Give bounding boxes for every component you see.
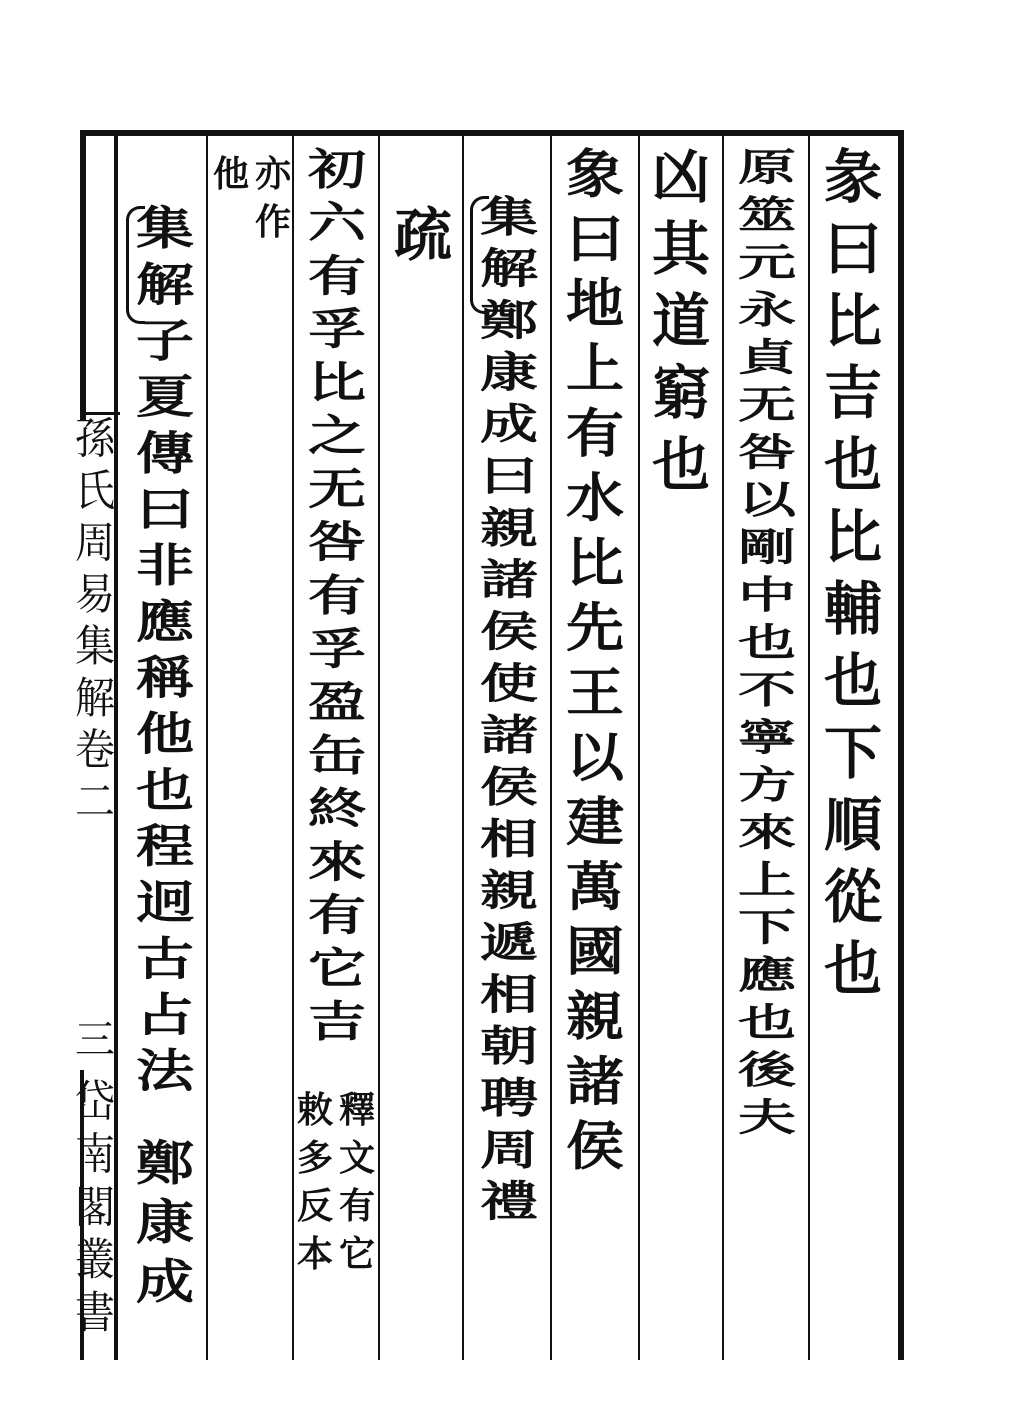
character: 集 bbox=[75, 622, 115, 672]
character: 也 bbox=[823, 647, 882, 715]
character: 南 bbox=[75, 1129, 115, 1181]
character: 解 bbox=[135, 258, 194, 312]
character: 子 bbox=[135, 314, 194, 368]
character: 他 bbox=[212, 153, 249, 195]
character: 曰 bbox=[823, 215, 882, 283]
character: 應 bbox=[737, 952, 796, 998]
character: 遞 bbox=[479, 918, 538, 968]
character: 盈 bbox=[307, 677, 366, 728]
character: 吉 bbox=[823, 359, 882, 427]
character: 比 bbox=[565, 532, 624, 594]
character: 侯 bbox=[565, 1115, 624, 1177]
character: 比 bbox=[307, 357, 366, 408]
character: 比 bbox=[823, 287, 882, 355]
character: 占 bbox=[135, 988, 194, 1042]
character: 无 bbox=[737, 382, 796, 428]
character: 咎 bbox=[737, 429, 796, 475]
character: 无 bbox=[307, 463, 366, 515]
text-column-7-note-b bbox=[296, 1089, 334, 1284]
character: 程 bbox=[135, 819, 194, 873]
character: 疏 bbox=[393, 201, 452, 269]
margin-title bbox=[74, 414, 116, 833]
character: 也 bbox=[737, 1000, 796, 1045]
character: 寧 bbox=[737, 714, 796, 760]
character: 他 bbox=[135, 707, 194, 761]
character: 之 bbox=[307, 410, 366, 462]
character: 有 bbox=[307, 250, 366, 302]
character: 六 bbox=[307, 197, 366, 248]
text-column-7 bbox=[304, 144, 370, 1054]
character: 永 bbox=[737, 287, 796, 333]
character: 古 bbox=[135, 932, 194, 986]
text-column-4 bbox=[562, 143, 628, 1185]
frame-right-border bbox=[898, 130, 904, 1360]
character: 閣 bbox=[75, 1182, 115, 1233]
character: 建 bbox=[565, 791, 624, 853]
character: 以 bbox=[737, 477, 796, 523]
character: 王 bbox=[565, 661, 624, 724]
character: 中 bbox=[737, 572, 796, 618]
character: 禮 bbox=[479, 1177, 538, 1227]
text-column-5 bbox=[476, 192, 542, 1233]
character: 貞 bbox=[737, 334, 796, 380]
character: 應 bbox=[135, 595, 194, 649]
character: 文 bbox=[338, 1137, 375, 1179]
character: 書 bbox=[75, 1287, 115, 1339]
character: 有 bbox=[565, 402, 624, 464]
column-divider bbox=[638, 136, 640, 1360]
character: 相 bbox=[479, 970, 538, 1019]
character: 元 bbox=[737, 239, 796, 285]
column-divider bbox=[808, 136, 810, 1360]
character: 咎 bbox=[307, 517, 366, 568]
character: 先 bbox=[565, 597, 624, 659]
character: 不 bbox=[737, 667, 796, 713]
character: 下 bbox=[737, 905, 796, 950]
character: 以 bbox=[565, 726, 624, 788]
text-column-6-shu bbox=[390, 201, 456, 278]
character: 有 bbox=[338, 1185, 375, 1227]
character: 也 bbox=[823, 935, 882, 1003]
character: 法 bbox=[135, 1044, 194, 1098]
character: 吉 bbox=[307, 996, 366, 1048]
character: 使 bbox=[479, 658, 538, 708]
character: 解 bbox=[75, 673, 115, 724]
character: 易 bbox=[75, 570, 115, 620]
column-divider bbox=[722, 136, 724, 1360]
margin-page-number bbox=[74, 1017, 116, 1068]
character: 凶 bbox=[651, 143, 710, 211]
character: 來 bbox=[307, 836, 366, 888]
character: 孚 bbox=[307, 304, 366, 355]
character: 諸 bbox=[479, 710, 538, 760]
margin-publisher bbox=[74, 1076, 116, 1344]
character: 亦 bbox=[254, 153, 291, 195]
character: 集 bbox=[479, 192, 538, 242]
character: 周 bbox=[479, 1125, 538, 1175]
character: 親 bbox=[565, 985, 624, 1048]
text-column-8-note-a bbox=[254, 153, 292, 252]
character: 解 bbox=[479, 244, 538, 294]
text-column-9-tail bbox=[132, 1135, 198, 1317]
text-column-7-note-a bbox=[338, 1089, 376, 1284]
character: 國 bbox=[565, 921, 624, 983]
text-column-2 bbox=[734, 144, 800, 1146]
character: 順 bbox=[823, 791, 882, 859]
character: 朝 bbox=[479, 1021, 538, 1071]
character: 有 bbox=[307, 890, 366, 941]
character: 非 bbox=[135, 539, 194, 593]
character: 水 bbox=[565, 467, 624, 529]
character: 也 bbox=[651, 431, 710, 499]
character: 傳 bbox=[135, 426, 194, 480]
character: 萬 bbox=[565, 856, 624, 918]
character: 康 bbox=[135, 1194, 194, 1251]
character: 地 bbox=[565, 273, 624, 335]
character: 孚 bbox=[307, 623, 366, 675]
character: 稱 bbox=[135, 651, 194, 705]
character: 初 bbox=[307, 144, 366, 195]
character: 敕 bbox=[296, 1089, 333, 1131]
character: 多 bbox=[296, 1137, 333, 1179]
character: 缶 bbox=[307, 730, 366, 781]
character: 侯 bbox=[479, 607, 538, 657]
character: 剛 bbox=[737, 524, 796, 570]
character: 反 bbox=[296, 1185, 333, 1227]
character: 上 bbox=[737, 857, 796, 903]
character: 諸 bbox=[479, 555, 538, 605]
character: 筮 bbox=[737, 192, 796, 238]
character: 道 bbox=[651, 287, 710, 355]
character: 迥 bbox=[135, 876, 194, 930]
character: 周 bbox=[75, 518, 115, 569]
column-divider bbox=[462, 136, 464, 1360]
column-divider bbox=[550, 136, 552, 1360]
column-divider bbox=[378, 136, 380, 1360]
character: 叢 bbox=[75, 1235, 115, 1286]
character: 成 bbox=[479, 399, 538, 449]
character: 二 bbox=[75, 777, 115, 828]
character: 康 bbox=[479, 347, 538, 397]
character: 夫 bbox=[737, 1095, 796, 1140]
column-divider bbox=[292, 136, 294, 1360]
character: 也 bbox=[737, 619, 796, 665]
character: 曰 bbox=[135, 482, 194, 536]
text-column-9 bbox=[132, 202, 198, 1105]
character: 曰 bbox=[479, 451, 538, 501]
character: 它 bbox=[307, 943, 366, 994]
text-column-3 bbox=[648, 143, 714, 508]
character: 原 bbox=[737, 144, 796, 190]
character: 也 bbox=[823, 431, 882, 499]
character: 來 bbox=[737, 809, 796, 855]
character: 也 bbox=[135, 763, 194, 817]
character: 其 bbox=[651, 215, 710, 283]
character: 釋 bbox=[338, 1089, 375, 1131]
character: 它 bbox=[338, 1233, 375, 1275]
character: 後 bbox=[737, 1047, 796, 1093]
character: 象 bbox=[565, 143, 624, 205]
character: 相 bbox=[479, 814, 538, 864]
character: 鄭 bbox=[135, 1135, 194, 1192]
character: 夏 bbox=[135, 370, 194, 424]
frame-top-border bbox=[80, 130, 904, 136]
character: 成 bbox=[135, 1253, 194, 1310]
character: 曰 bbox=[565, 208, 624, 270]
character: 卷 bbox=[75, 725, 115, 776]
column-divider bbox=[206, 136, 208, 1360]
text-column-1 bbox=[820, 143, 886, 1012]
character: 岱 bbox=[75, 1076, 115, 1128]
character: 比 bbox=[823, 503, 882, 571]
character: 有 bbox=[307, 570, 366, 621]
character: 窮 bbox=[651, 359, 710, 427]
character: 方 bbox=[737, 762, 796, 808]
character: 作 bbox=[254, 201, 291, 243]
character: 親 bbox=[479, 866, 538, 916]
character: 終 bbox=[307, 783, 366, 834]
character: 侯 bbox=[479, 762, 538, 812]
text-column-8-note-b bbox=[212, 153, 250, 204]
character: 輔 bbox=[823, 575, 882, 643]
frame-left-border-upper bbox=[80, 130, 86, 420]
character: 聘 bbox=[479, 1073, 538, 1123]
character: 上 bbox=[565, 337, 624, 400]
character: 下 bbox=[823, 719, 882, 787]
character: 本 bbox=[296, 1233, 333, 1275]
character: 諸 bbox=[565, 1050, 624, 1112]
character: 孫 bbox=[75, 414, 115, 465]
character: 集 bbox=[135, 202, 194, 256]
character: 親 bbox=[479, 503, 538, 553]
character: 彖 bbox=[823, 143, 882, 211]
character: 氏 bbox=[75, 466, 115, 517]
character: 三 bbox=[75, 1017, 115, 1063]
character: 從 bbox=[823, 863, 882, 931]
character: 鄭 bbox=[479, 296, 538, 346]
